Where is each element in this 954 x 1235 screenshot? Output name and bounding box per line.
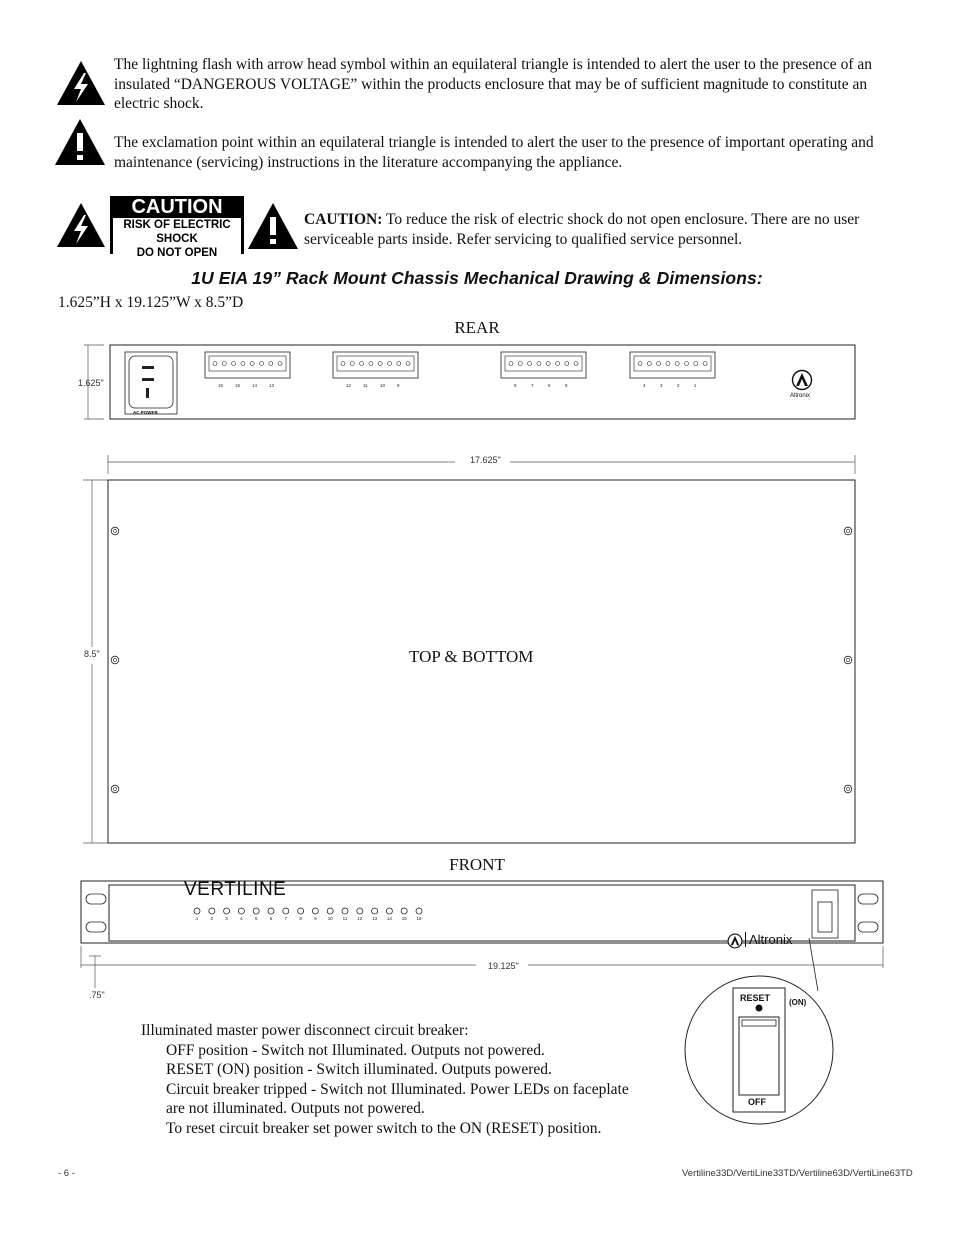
breaker-item: Circuit breaker tripped - Switch not Illuminated. Power LEDs on faceplate (166, 1081, 629, 1098)
terminal-label: 5 (565, 383, 568, 388)
caution-title: CAUTION (131, 196, 223, 218)
page-number: - 6 - (58, 1168, 75, 1179)
led-number: 6 (269, 916, 273, 921)
screw-icon (111, 656, 119, 664)
power-led (386, 908, 392, 914)
top-width-dim: 17.625" (470, 455, 501, 465)
power-led (342, 908, 348, 914)
breaker-intro: Illuminated master power disconnect circuit breaker: (141, 1022, 469, 1039)
led-number: 9 (314, 916, 317, 921)
led-number: 5 (254, 916, 258, 921)
front-brand: Altronix (745, 932, 792, 947)
terminal-label: 16 (218, 383, 224, 388)
power-led (268, 908, 274, 914)
breaker-item: are not illuminated. Outputs not powered. (166, 1100, 425, 1117)
power-led (238, 908, 244, 914)
led-number: 7 (284, 916, 288, 921)
terminal-label: 3 (660, 383, 663, 388)
led-number: 13 (372, 916, 378, 921)
led-number: 16 (416, 916, 422, 921)
power-led (283, 908, 289, 914)
terminal-label: 14 (252, 383, 258, 388)
power-led (327, 908, 333, 914)
led-number: 14 (386, 916, 392, 921)
terminal-label: 11 (363, 383, 368, 388)
switch-reset-label: RESET (740, 993, 771, 1003)
lightning-caution-icon (56, 202, 106, 248)
rear-label: REAR (454, 318, 500, 337)
led-number: 3 (225, 916, 228, 921)
lightning-warning-icon (56, 60, 106, 106)
ac-power-label: AC POWER (133, 410, 158, 415)
vertiline-logo: VERTILINE (184, 879, 287, 900)
power-led (401, 908, 407, 914)
terminal-label: 13 (269, 383, 275, 388)
exclamation-caution-icon (247, 202, 299, 250)
breaker-item: RESET (ON) position - Switch illuminated. Outputs powered. (166, 1061, 552, 1078)
exclamation-warning-icon (54, 118, 106, 166)
screw-icon (111, 527, 119, 535)
power-led (312, 908, 318, 914)
terminal-label: 4 (643, 383, 646, 388)
terminal-label: 10 (380, 383, 386, 388)
led-number: 8 (299, 916, 302, 921)
terminal-label: 8 (514, 383, 517, 388)
caution-sub-1: RISK OF ELECTRIC SHOCK (113, 218, 241, 246)
power-led (209, 908, 215, 914)
screw-icon (844, 785, 852, 793)
exclamation-warning-text: The exclamation point within an equilateral triangle is intended to alert the user to the presence of important operating and maintenance (servicing) instructions in the literature accompanying the appliance. (114, 134, 874, 171)
power-led (416, 908, 422, 914)
led-number: 2 (210, 916, 214, 921)
front-width-dim: 19.125" (488, 961, 519, 971)
front-ear-dim: .75" (89, 990, 105, 1000)
caution-label-box (110, 196, 244, 259)
front-label: FRONT (449, 855, 505, 874)
terminal-label: 1 (694, 383, 697, 388)
terminal-label: 9 (397, 383, 400, 388)
screw-icon (844, 656, 852, 664)
screw-icon (844, 527, 852, 535)
caution-sub-2: DO NOT OPEN (113, 246, 241, 260)
terminal-label: 15 (235, 383, 241, 388)
breaker-item: OFF position - Switch not Illuminated. Outputs not powered. (166, 1042, 545, 1059)
rear-brand: Altronix (790, 393, 811, 399)
terminal-label: 7 (531, 383, 534, 388)
switch-on-label: (ON) (789, 998, 807, 1007)
led-number: 10 (327, 916, 333, 921)
terminal-label: 12 (346, 383, 352, 388)
top-bottom-label: TOP & BOTTOM (409, 647, 534, 666)
screw-icon (111, 785, 119, 793)
led-number: 11 (342, 916, 348, 921)
power-led (357, 908, 363, 914)
led-number: 1 (195, 916, 199, 921)
lightning-warning-text: The lightning flash with arrow head symbol within an equilateral triangle is intended to alert the user to the presence of an insulated “DANGEROUS VOLTAGE” within the products enclosure that may be of sufficient magnitude to constitute an electric shock. (114, 56, 872, 112)
section-title: 1U EIA 19” Rack Mount Chassis Mechanical Drawing & Dimensions: (191, 268, 763, 288)
power-led (194, 908, 200, 914)
caution-body: To reduce the risk of electric shock do not open enclosure. There are no user serviceable parts inside. Refer servicing to qualified service personnel. (304, 211, 860, 248)
power-led (372, 908, 378, 914)
led-number: 12 (357, 916, 363, 921)
led-number: 4 (240, 916, 243, 921)
rear-panel-drawing (80, 340, 870, 430)
footer-models: Vertiline33D/VertiLine33TD/Vertiline63D/VertiLine63TD (682, 1168, 913, 1179)
breaker-item: To reset circuit breaker set power switch to the ON (RESET) position. (166, 1120, 602, 1137)
switch-off-label: OFF (748, 1097, 766, 1107)
top-depth-dim: 8.5" (84, 649, 100, 659)
terminal-label: 2 (677, 383, 680, 388)
power-led (298, 908, 304, 914)
power-led (224, 908, 230, 914)
terminal-label: 6 (548, 383, 551, 388)
caution-lead: CAUTION: (304, 211, 383, 228)
altronix-logo-icon (791, 369, 813, 391)
power-led (253, 908, 259, 914)
rear-height-dim: 1.625" (78, 378, 104, 388)
altronix-front-logo-icon (727, 933, 743, 949)
led-number: 15 (401, 916, 407, 921)
section-dimensions: 1.625”H x 19.125”W x 8.5”D (58, 294, 244, 311)
caution-text (304, 210, 884, 249)
